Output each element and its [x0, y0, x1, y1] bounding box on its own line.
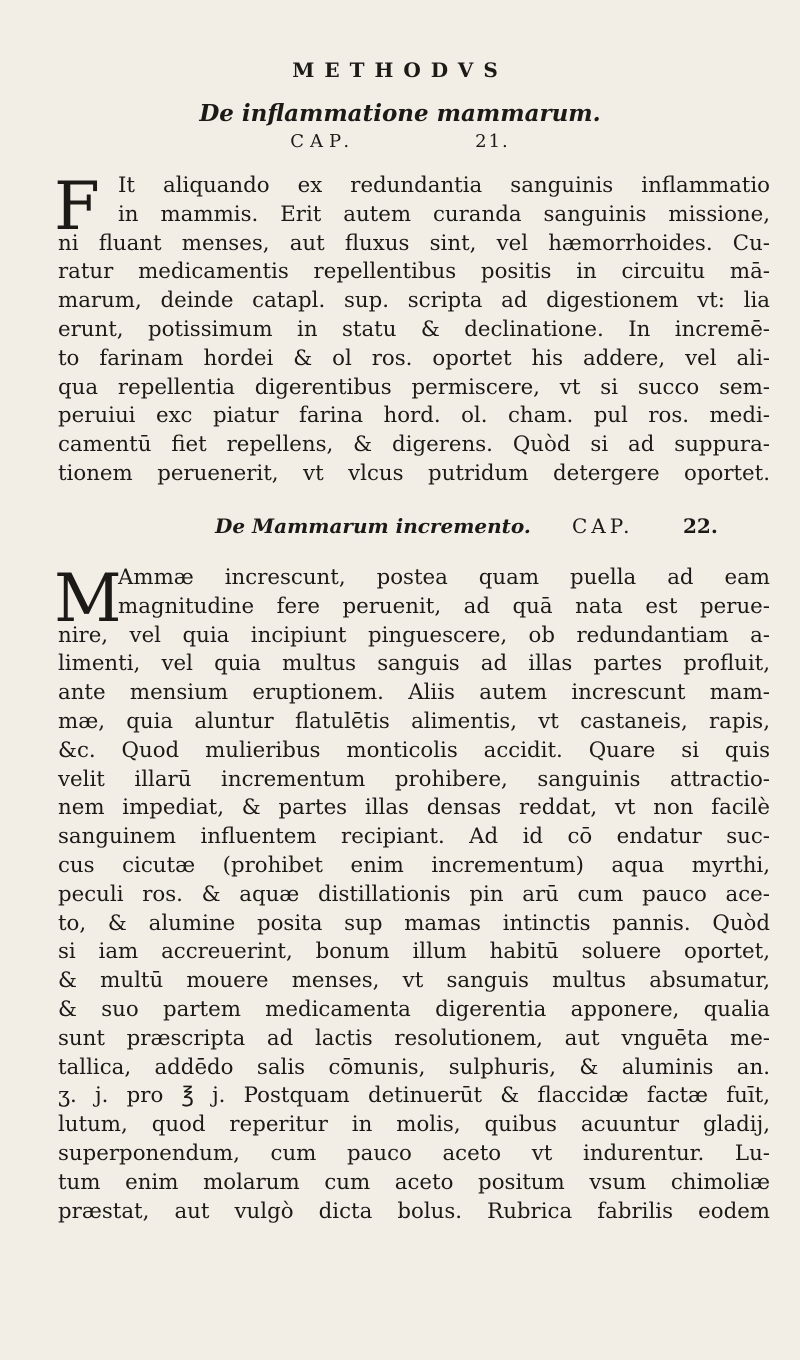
text-line: nire, vel quia incipiunt pinguescere, ob redundantiam a- [58, 622, 770, 648]
text-line: & multū mouere menses, vt sanguis multus absumatur, [58, 968, 770, 994]
text-line: qua repellentia digerentibus permiscere, vt si succo sem- [58, 374, 770, 400]
chapter-21-cap-label: CAP. [290, 131, 356, 152]
text-line: camentū fiet repellens, & digerens. Quòd si ad suppura- [58, 432, 770, 458]
text-line: to, & alumine posita sup mamas intinctis pannis. Quòd [58, 910, 770, 936]
text-line: Ammæ increscunt, postea quam puella ad eam [118, 565, 770, 590]
chapter-22-cap-label: CAP. [572, 514, 634, 538]
text-line: ante mensium eruptionem. Aliis autem increscunt mam- [58, 680, 770, 706]
text-line: superponendum, cum pauco aceto vt indurentur. Lu- [58, 1140, 770, 1166]
chapter-22-body [54, 560, 770, 1226]
text-line: peruiui exc piatur farina hord. ol. cham. pul ros. medi- [58, 403, 770, 429]
text-line: sunt præscripta ad lactis resolutionem, aut vnguēta me- [58, 1025, 770, 1051]
chapter-21-heading [0, 131, 800, 152]
chapter-21-title: De inflammatione mammarum. [199, 100, 601, 127]
text-line: &c. Quod mulieribus monticolis accidit. Quare si quis [58, 737, 770, 763]
chapter-22-number: 22. [683, 514, 718, 538]
text-line: sanguinem influentem recipiant. Ad id cō endatur suc- [58, 824, 770, 850]
text-line: tallica, addēdo salis cōmunis, sulphuris, & aluminis an. [58, 1054, 770, 1080]
text-line: to farinam hordei & ol ros. oportet his addere, vel ali- [58, 345, 770, 371]
text-line: tum enim molarum cum aceto positum vsum chimoliæ [58, 1169, 770, 1195]
chapter-22-title: De Mammarum incremento. [215, 514, 531, 538]
chapter-21-number: 21. [475, 131, 510, 152]
text-line: cus cicutæ (prohibet enim incrementum) aqua myrthi, [58, 852, 770, 878]
text-line: ʒ. j. pro ℥ j. Postquam detinuerūt & flaccidæ factæ fuīt, [58, 1083, 770, 1109]
text-line: in mammis. Erit autem curanda sanguinis missione, [118, 201, 770, 227]
text-line: marum, deinde catapl. sup. scripta ad digestionem vt: lia [58, 288, 770, 314]
running-head: METHODVS [292, 58, 508, 82]
text-line: velit illarū incrementum prohibere, sanguinis attractio- [58, 766, 770, 792]
chapter-21-dropcap: F [54, 168, 100, 245]
text-line: nem impediat, & partes illas densas reddat, vt non facilè [58, 795, 770, 821]
text-line: præstat, aut vulgò dicta bolus. Rubrica fabrilis eodem [58, 1198, 770, 1224]
text-line: erunt, potissimum in statu & declinatione. In incremē- [58, 316, 770, 342]
text-line: limenti, vel quia multus sanguis ad illas partes profluit, [58, 651, 770, 677]
chapter-22-heading [215, 514, 735, 538]
text-line: ratur medicamentis repellentibus positis in circuitu mā- [58, 259, 770, 285]
text-line: tionem peruenerit, vt vlcus putridum detergere oportet. [58, 460, 770, 486]
text-line: magnitudine fere peruenit, ad quā nata est perue- [118, 593, 770, 619]
chapter-22-dropcap: M [54, 560, 122, 637]
text-line: ni fluant menses, aut fluxus sint, vel hæmorrhoides. Cu- [58, 230, 770, 256]
text-line: si iam accreuerint, bonum illum habitū soluere oportet, [58, 939, 770, 965]
text-line: peculi ros. & aquæ distillationis pin arū cum pauco ace- [58, 881, 770, 907]
text-line: & suo partem medicamenta digerentia apponere, qualia [58, 996, 770, 1022]
text-line: mæ, quia aluntur flatulētis alimentis, vt castaneis, rapis, [58, 708, 770, 734]
text-line: lutum, quod reperitur in molis, quibus acuuntur gladij, [58, 1112, 770, 1138]
chapter-21-body [54, 168, 770, 489]
text-line: It aliquando ex redundantia sanguinis inflammatio [118, 173, 770, 198]
